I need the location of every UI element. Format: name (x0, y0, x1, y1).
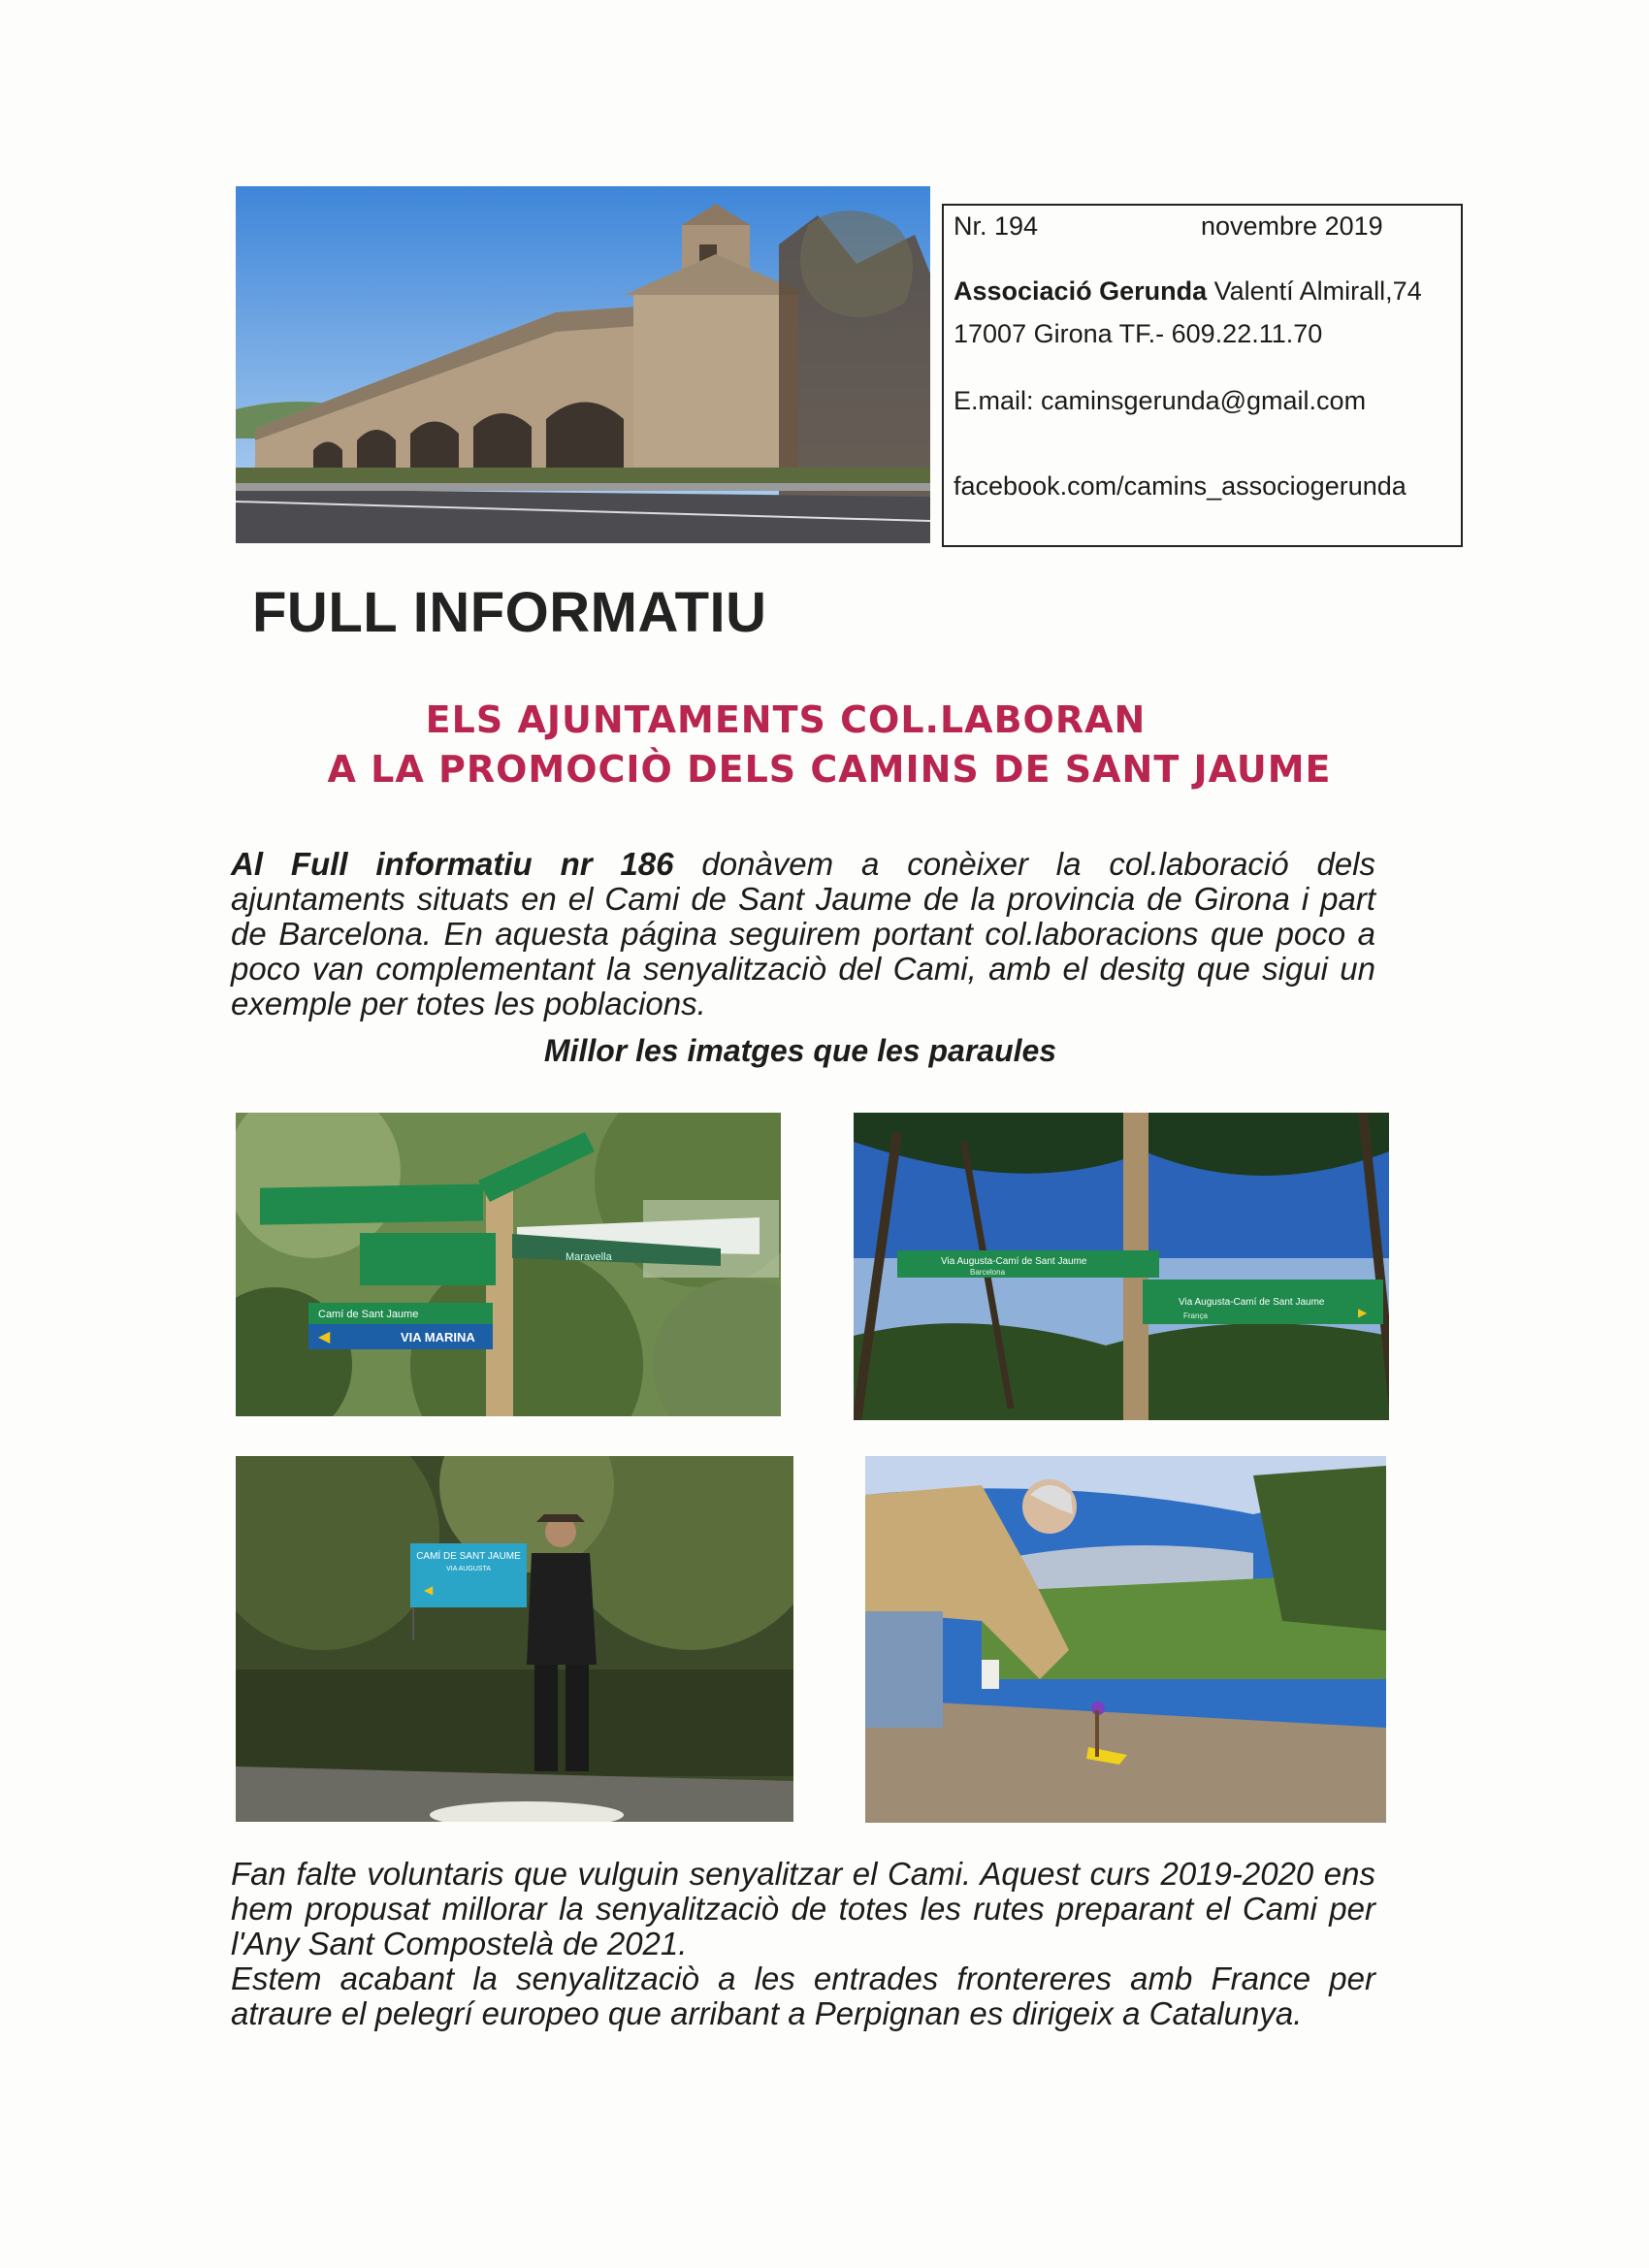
intro-line-1 (231, 847, 1375, 882)
closing-line-1: Fan falte voluntaris que vulguin senyalitzar el Cami. Aquest curs 2019-2020 ens (231, 1856, 1375, 1892)
closing-line-5: atraure el pelegrí europeo que arribant a Perpignan es dirigeix a Catalunya. (231, 1995, 1303, 2031)
sign-via-augusta-left-text: Via Augusta-Camí de Sant Jaume (941, 1256, 1087, 1267)
painting-arrow-photo (865, 1456, 1386, 1823)
sign-via-augusta-right-text: Via Augusta-Camí de Sant Jaume (1179, 1297, 1325, 1308)
headline-line-2: A LA PROMOCIÒ DELS CAMINS DE SANT JAUME (327, 748, 1332, 791)
sign-barcelona-text: Barcelona (970, 1268, 1006, 1277)
association-name: Associació Gerunda (954, 276, 1208, 306)
issue-date: novembre 2019 (1201, 211, 1383, 241)
intro-paragraph (231, 847, 1375, 1021)
svg-text:◀: ◀ (424, 1583, 434, 1597)
closing-line-4: Estem acabant la senyalitzaciò a les entrades frontereres amb France per (231, 1960, 1375, 1996)
hiker-sign-photo (236, 1456, 793, 1822)
closing-line-2: hem propusat millorar la senyalitzaciò de totes les rutes preparant el Cami per (231, 1891, 1375, 1927)
sign-franca-text: França (1183, 1312, 1208, 1320)
issue-number: Nr. 194 (954, 211, 1039, 241)
intro-line-1-rest: donàvem a conèixer la col.laboració dels (673, 846, 1376, 882)
signpost-photo-2 (854, 1113, 1389, 1420)
intro-line-4: poco van complementant la senyalitzaciò del Cami, amb el desitg que sigui un (231, 951, 1375, 987)
header-chapel-photo (236, 186, 930, 543)
intro-lead: Al Full informatiu nr 186 (231, 846, 674, 882)
email-address[interactable]: E.mail: caminsgerunda@gmail.com (954, 386, 1367, 415)
svg-text:▶: ▶ (1358, 1306, 1368, 1319)
contact-info-box (942, 204, 1463, 547)
headline-line-1: ELS AJUNTAMENTS COL.LABORAN (425, 698, 1147, 741)
signpost-photo-1 (236, 1113, 781, 1416)
sign-via-marina-text: VIA MARINA (401, 1330, 475, 1345)
closing-paragraph (231, 1857, 1375, 2031)
sign-camide-text: Camí de Sant Jaume (318, 1309, 419, 1320)
sign-blue-sub-text: VIA AUGUSTA (446, 1566, 491, 1572)
page-title: FULL INFORMATIU (252, 581, 767, 644)
city-phone: 17007 Girona TF.- 609.22.11.70 (954, 319, 1323, 348)
intro-line-3: de Barcelona. En aquesta página seguirem portant col.laboracions que poco a (231, 916, 1375, 952)
street-address: Valentí Almirall,74 (1213, 276, 1422, 306)
intro-line-5: exemple per totes les poblacions. (231, 986, 706, 1021)
sign-blue-title-text: CAMÍ DE SANT JAUME (416, 1551, 521, 1562)
sign-maravella-text: Maravella (566, 1251, 612, 1263)
svg-text:◀: ◀ (318, 1329, 331, 1345)
intro-line-2: ajuntaments situats en el Cami de Sant Jaume de la provincia de Girona i part (231, 881, 1375, 917)
photos-caption: Millor les imatges que les paraules (543, 1033, 1057, 1068)
closing-line-3: l'Any Sant Compostelà de 2021. (231, 1926, 688, 1961)
facebook-link[interactable]: facebook.com/camins_associogerunda (954, 471, 1406, 501)
association-address (954, 276, 1422, 307)
